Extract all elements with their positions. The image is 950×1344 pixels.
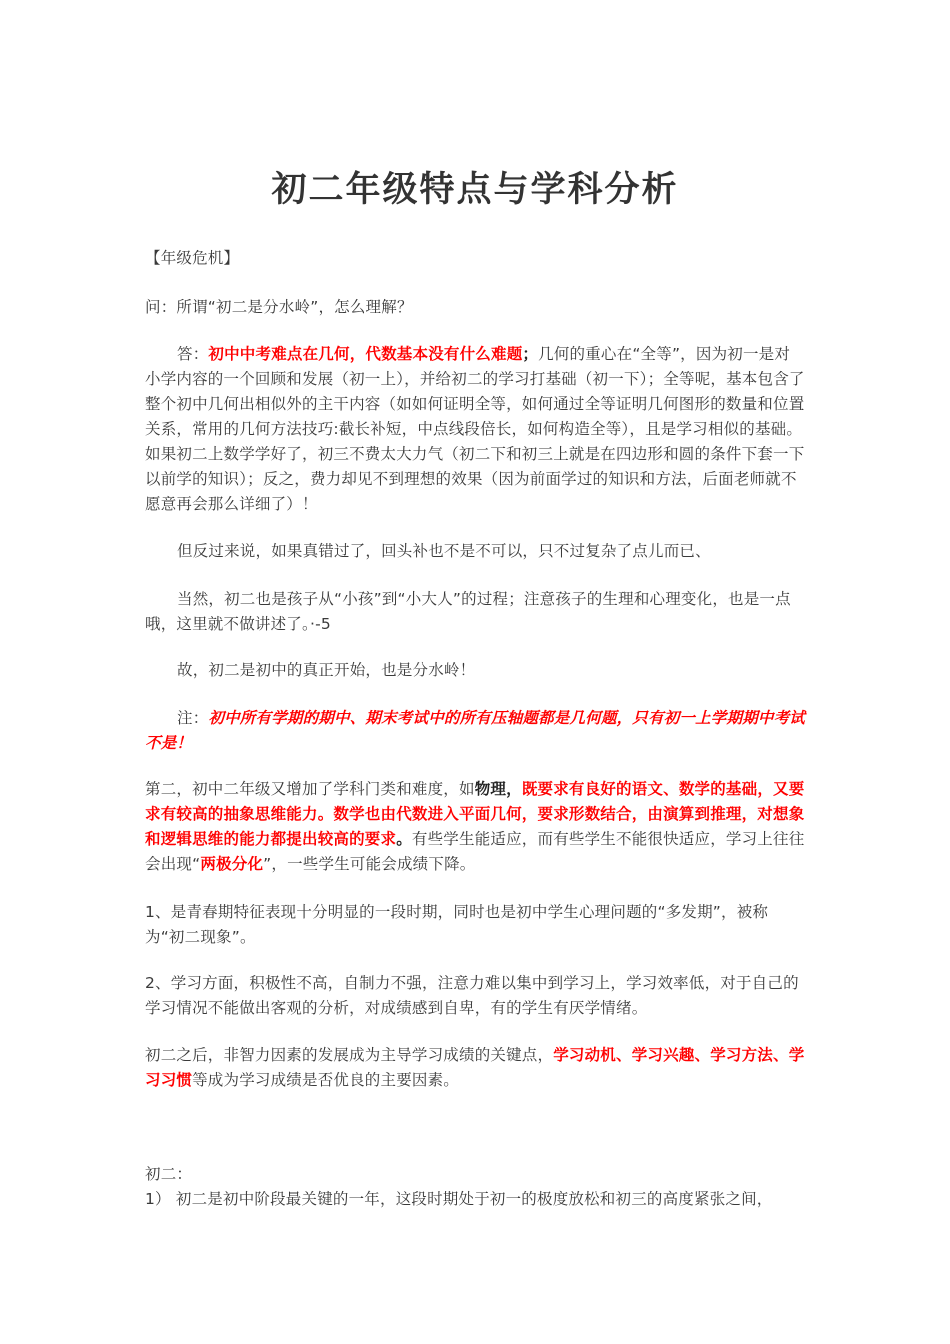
after-end: 等成为学习成绩是否优良的主要因素。 [192, 1071, 460, 1089]
answer-body: 几何的重心在“全等”，因为初一是对小学内容的一个回顾和发展（初一上），并给初二的学习打基础（初一下）；全等呢，基本包含了整个初中几何出相似外的主干内容（如如何证明全等，如何通过全等证明几何图形的数量和位置关系，常用的几何方法技巧:截长补短，中点线段倍长，如何构造全等），且是学习相似的基础。如果初二上数学学好了，初三不费太大力气（初二下和初三上就是在四边形和圆的条件下套一下以前学的知识）；反之，费力却见不到理想的效果（因为前面学过的知识和方法，后面老师就不愿意再会那么详细了）！ [145, 345, 805, 513]
second-body: 有些学生能适应，而有些学生不能很快适应，学习上往往会出现“ [145, 830, 805, 873]
note-highlight: 初中所有学期的期中、期末考试中的所有压轴题都是几何题，只有初一上学期期中考试不是！ [145, 709, 806, 752]
answer-semicolon: ； [522, 345, 539, 363]
answer-paragraph [145, 342, 805, 517]
point-2-paragraph: 2、学习方面，积极性不高，自制力不强，注意力难以集中到学习上，学习效率低，对于自己的学习情况不能做出客观的分析，对成绩感到自卑，有的学生有厌学情绪。 [145, 974, 799, 1017]
second-physics: 物理， [474, 780, 522, 798]
answer-highlight: 初中中考难点在几何，代数基本没有什么难题 [208, 345, 523, 363]
document-title: 初二年级特点与学科分析 [271, 170, 679, 210]
but-paragraph: 但反过来说，如果真错过了，回头补也不是不可以，只不过复杂了点儿而已、 [177, 542, 711, 560]
note-paragraph [145, 706, 805, 756]
second-paragraph [145, 777, 805, 877]
second-end: ”，一些学生可能会成绩下降。 [263, 855, 476, 873]
grade2-label: 初二： [145, 1165, 193, 1183]
after-paragraph [145, 1043, 805, 1093]
after-intro: 初二之后，非智力因素的发展成为主导学习成绩的关键点， [145, 1046, 554, 1064]
second-period: 。 [396, 830, 412, 848]
after-highlight: 学习动机、学习兴趣、学习方法、学习习惯 [145, 1046, 805, 1089]
second-intro: 第二，初中二年级又增加了学科门类和难度，如 [145, 780, 475, 798]
child-paragraph: 当然，初二也是孩子从“小孩”到“小大人”的过程；注意孩子的生理和心理变化，也是一点哦，这里就不做讲述了。·-5 [145, 590, 791, 633]
section-label: 【年级危机】 [145, 249, 240, 267]
second-highlight: 既要求有良好的语文、数学的基础，又要求有较高的抽象思维能力。数学也由代数进入平面几何，要求形数结合，由演算到推理，对想象和逻辑思维的能力都提出较高的要求 [145, 780, 805, 848]
point-1-paragraph: 1、是青春期特征表现十分明显的一段时期，同时也是初中学生心理问题的“多发期”，被称为“初二现象”。 [145, 903, 769, 946]
answer-prefix: 答： [177, 345, 209, 363]
second-polarization: 两极分化 [200, 855, 264, 873]
therefore-paragraph: 故，初二是初中的真正开始，也是分水岭！ [177, 661, 476, 679]
question-paragraph: 问：所谓“初二是分水岭”，怎么理解？ [145, 298, 413, 316]
note-prefix: 注： [177, 709, 209, 727]
grade2-item-1: 1） 初二是初中阶段最关键的一年，这段时期处于初一的极度放松和初三的高度紧张之间， [145, 1190, 773, 1208]
